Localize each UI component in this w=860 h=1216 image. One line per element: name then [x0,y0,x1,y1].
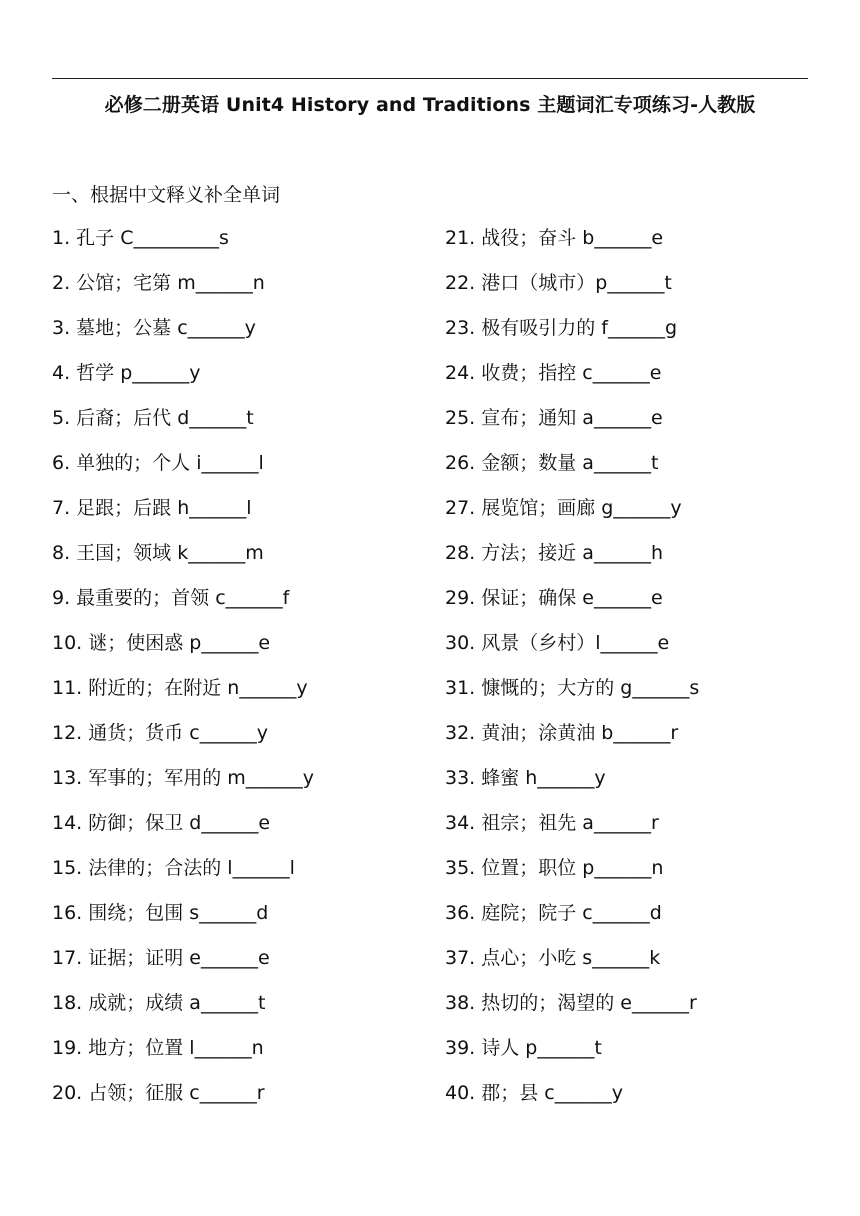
exercise-item: 11. 附近的；在附近 n______y [52,677,308,699]
exercise-item: 24. 收费；指控 c______e [445,362,662,384]
exercise-item: 2. 公馆；宅第 m______n [52,272,265,294]
exercise-item: 30. 风景（乡村）l______e [445,632,670,654]
exercise-item: 13. 军事的；军用的 m______y [52,767,315,789]
exercise-item: 18. 成就；成绩 a______t [52,992,266,1014]
exercise-item: 8. 王国；领域 k______m [52,542,264,564]
exercise-item: 6. 单独的；个人 i______l [52,452,264,474]
exercise-item: 3. 墓地；公墓 c______y [52,317,256,339]
exercise-item: 28. 方法；接近 a______h [445,542,663,564]
exercise-item: 29. 保证；确保 e______e [445,587,663,609]
exercise-item: 31. 慷慨的；大方的 g______s [445,677,700,699]
right-column [445,220,825,1120]
exercise-item: 10. 谜；使困惑 p______e [52,632,271,654]
exercise-item: 38. 热切的；渴望的 e______r [445,992,697,1014]
exercise-item: 33. 蜂蜜 h______y [445,767,606,789]
exercise-item: 35. 位置；职位 p______n [445,857,664,879]
header-rule [52,78,808,79]
exercise-item: 15. 法律的；合法的 l______l [52,857,295,879]
exercise-item: 12. 通货；货币 c______y [52,722,268,744]
exercise-item: 1. 孔子 C_________s [52,227,229,249]
exercise-item: 23. 极有吸引力的 f______g [445,317,678,339]
exercise-item: 19. 地方；位置 l______n [52,1037,264,1059]
document-title: 必修二册英语 Unit4 History and Traditions 主题词汇专项练习-人教版 [104,94,756,116]
exercise-item: 9. 最重要的；首领 c______f [52,587,290,609]
exercise-item: 32. 黄油；涂黄油 b______r [445,722,679,744]
exercise-item: 25. 宣布；通知 a______e [445,407,663,429]
exercise-item: 4. 哲学 p______y [52,362,201,384]
left-column [52,220,432,1120]
exercise-item: 27. 展览馆；画廊 g______y [445,497,682,519]
exercise-item: 20. 占领；征服 c______r [52,1082,265,1104]
exercise-item: 16. 围绕；包围 s______d [52,902,269,924]
exercise-item: 39. 诗人 p______t [445,1037,602,1059]
exercise-item: 5. 后裔；后代 d______t [52,407,254,429]
exercise-item: 14. 防御；保卫 d______e [52,812,271,834]
exercise-item: 34. 祖宗；祖先 a______r [445,812,659,834]
exercise-item: 26. 金额；数量 a______t [445,452,659,474]
exercise-item: 40. 郡；县 c______y [445,1082,623,1104]
exercise-item: 37. 点心；小吃 s______k [445,947,661,969]
exercise-item: 7. 足跟；后跟 h______l [52,497,252,519]
section-heading: 一、根据中文释义补全单词 [52,184,281,206]
exercise-item: 21. 战役；奋斗 b______e [445,227,664,249]
exercise-item: 17. 证据；证明 e______e [52,947,270,969]
exercise-item: 22. 港口（城市）p______t [445,272,672,294]
exercise-item: 36. 庭院；院子 c______d [445,902,662,924]
